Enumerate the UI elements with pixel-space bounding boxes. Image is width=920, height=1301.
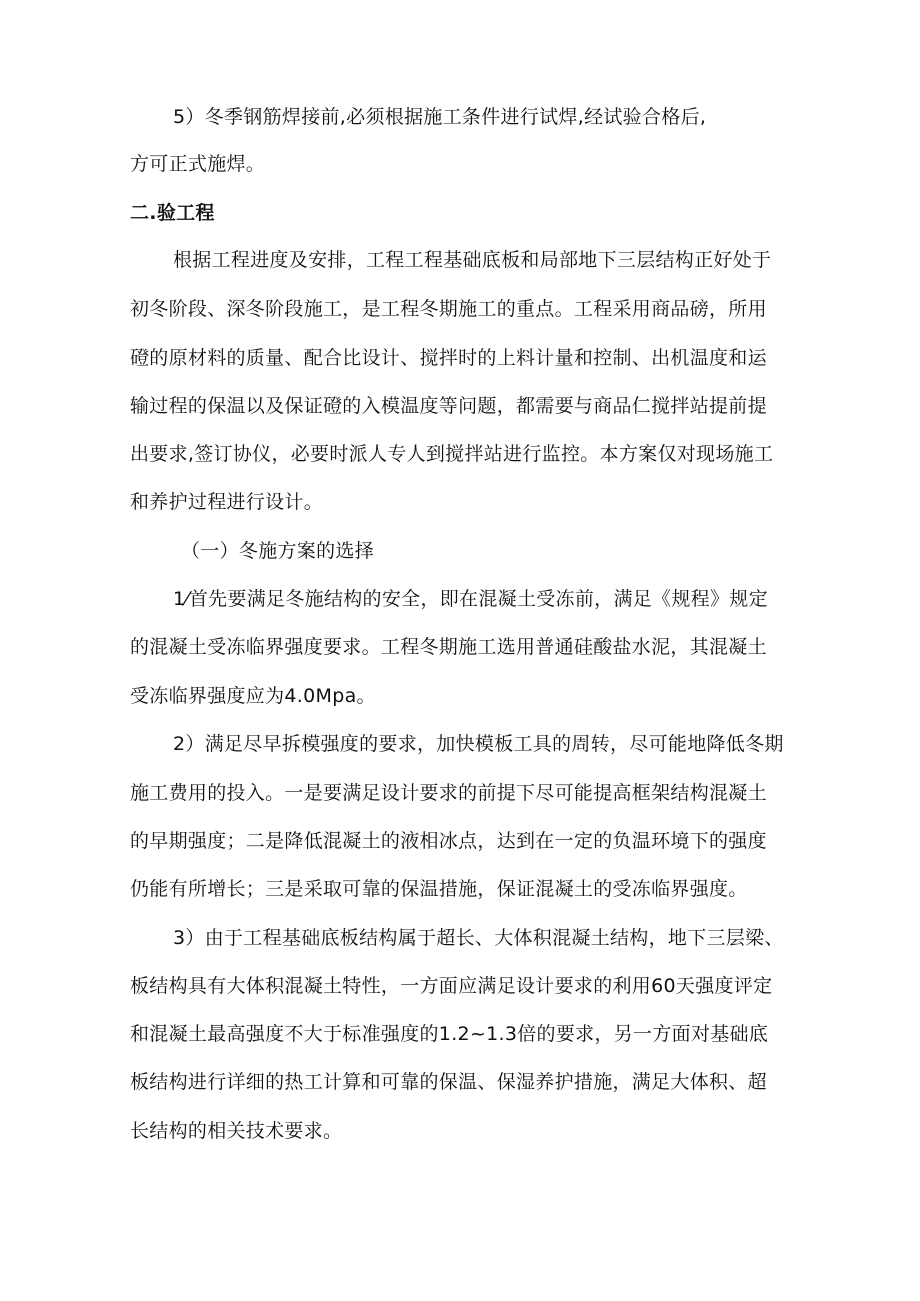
paragraph-line: 5）冬季钢筋焊接前,必须根据施工条件进行试焊,经试验合格后, <box>173 106 707 128</box>
paragraph-line: 3）由于工程基础底板结构属于超长、大体积混凝土结构，地下三层梁、 <box>173 927 784 949</box>
paragraph-line: 磴的原材料的质量、配合比设计、搅拌时的上料计量和控制、出机温度和运 <box>130 347 767 369</box>
paragraph-line: 和养护过程进行设计。 <box>130 491 324 513</box>
paragraph-line: 的早期强度；二是降低混凝土的液相冰点，达到在一定的负温环境下的强度 <box>130 830 767 852</box>
paragraph-line: 的混凝土受冻临界强度要求。工程冬期施工选用普通硅酸盐水泥，其混凝土 <box>130 636 767 658</box>
paragraph-line: 长结构的相关技术要求。 <box>130 1120 343 1142</box>
paragraph-line: 输过程的保温以及保证磴的入模温度等问题，都需要与商品仁搅拌站提前提 <box>130 395 767 417</box>
subsection-heading: （一）冬施方案的选择 <box>181 540 375 562</box>
paragraph-line: 板结构具有大体积混凝土特性，一方面应满足设计要求的利用60天强度评定 <box>130 975 773 997</box>
paragraph-line: 施工费用的投入。一是要满足设计要求的前提下尽可能提高框架结构混凝土 <box>130 782 767 804</box>
paragraph-line: 和混凝土最高强度不大于标准强度的1.2~1.3倍的要求，另一方面对基础底 <box>130 1023 769 1045</box>
paragraph-line: 根据工程进度及安排，工程工程基础底板和局部地下三层结构正好处于 <box>173 249 772 271</box>
paragraph-line: 1⁄首先要满足冬施结构的安全，即在混凝土受冻前，满足《规程》规定 <box>173 588 768 610</box>
paragraph-line: 出要求,签订协仪，必要时派人专人到搅拌站进行监控。本方案仅对现场施工 <box>130 443 774 465</box>
paragraph-line: 方可正式施焊。 <box>130 153 266 175</box>
section-heading: 二.验工程 <box>130 202 215 224</box>
paragraph-line: 初冬阶段、深冬阶段施工，是工程冬期施工的重点。工程采用商品磅，所用 <box>130 298 767 320</box>
paragraph-line: 仍能有所增长；三是采取可靠的保温措施，保证混凝土的受冻临界强度。 <box>130 878 748 900</box>
paragraph-line: 2）满足尽早拆模强度的要求，加快模板工具的周转，尽可能地降低冬期 <box>173 733 784 755</box>
paragraph-line: 受冻临界强度应为4.0Mpa。 <box>130 685 376 707</box>
paragraph-line: 板结构进行详细的热工计算和可靠的保温、保湿养护措施，满足大体积、超 <box>130 1071 767 1093</box>
